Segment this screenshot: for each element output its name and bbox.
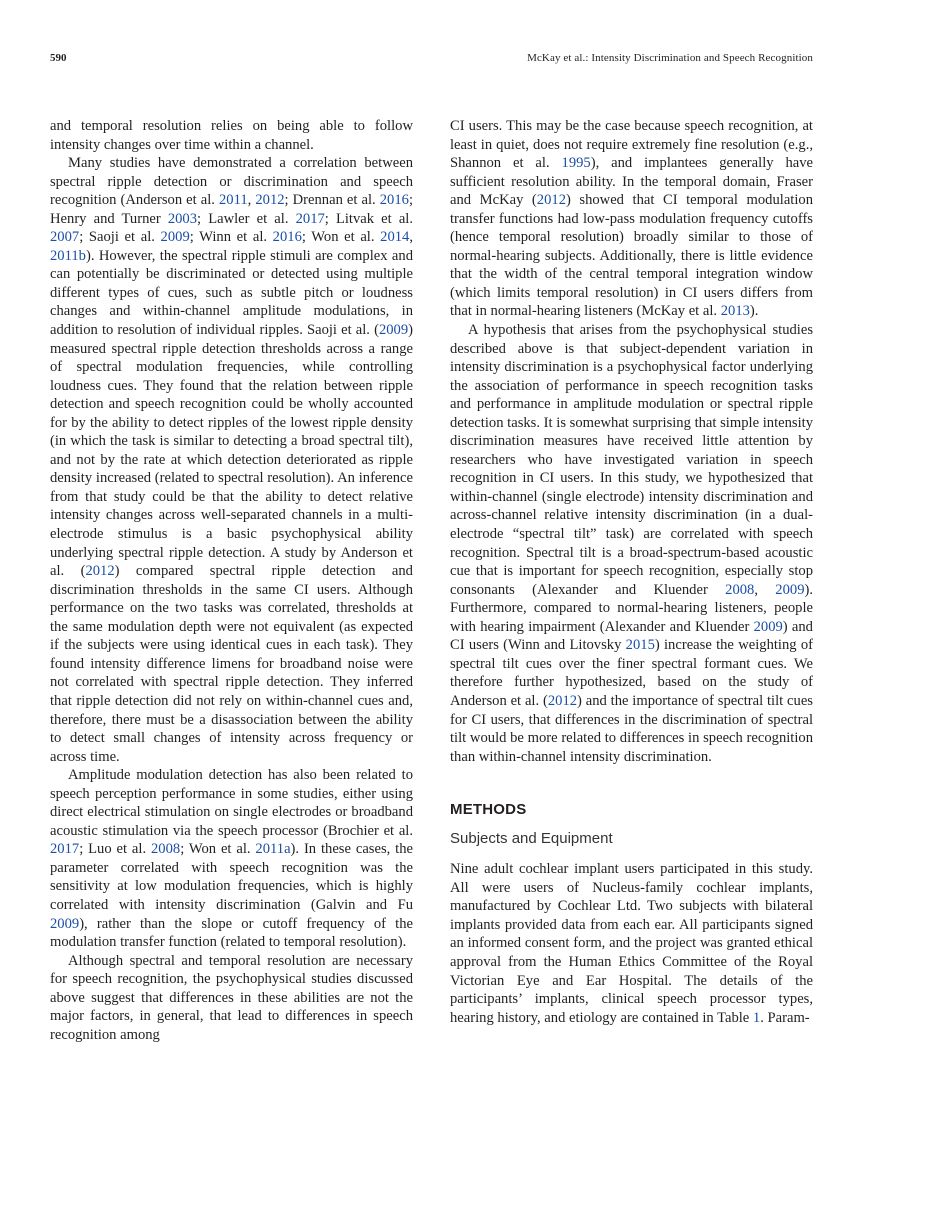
body-paragraph: Many studies have demonstrated a correlation between spectral ripple detection or discrimination and speech recognition (Anderson et al. 2011, 2012; Drennan et al. 2016; Henry and Turner 2003; Lawler et al. 2017; Litvak et al. 2007; Saoji et al. 2009; Winn et al. 2016; Won et al. 2014, 2011b). However, the spectral ripple stimuli are complex and can potentially be discriminated or detected using multiple different types of cues, such as subtle pitch or loudness changes and within-channel amplitude modulations, in addition to resolution of individual ripples. Saoji et al. (2009) measured spectral ripple detection thresholds across a range of spectral modulation frequencies, while controlling loudness cues. They found that the relation between ripple detection and speech recognition could be wholly accounted for by the ability to detect ripples of the lowest ripple density (in which the task is similar to detecting a broad spectral tilt), and not by the rate at which detection deteriorated as ripple density increased (related to spectral resolution). An inference from that study could be that the ability to detect relative intensity changes across well-separated channels in a multi-electrode stimulus is a basic psychophysical ability underlying spectral ripple detection. A study by Anderson et al. (2012) compared spectral ripple detection and discrimination thresholds in the same CI users. Although performance on the two tasks was correlated, thresholds at the same modulation depth were not equivalent (as expected if the subjects were using identical cues in each task). They found intensity difference limens for broadband noise were not correlated with spectral ripple detection. They inferred that ripple detection did not rely on within-channel cues and, therefore, there must be a disassociation between the ability to detect small changes of intensity across frequency or across time. bbox=[50, 155, 413, 765]
citation-link[interactable]: 2009 bbox=[50, 915, 80, 932]
citation-link[interactable]: 2003 bbox=[167, 210, 198, 227]
citation-link[interactable]: 2016 bbox=[272, 229, 302, 246]
right-column bbox=[450, 117, 813, 1027]
body-paragraph: and temporal resolution relies on being able to follow intensity changes over time within a channel. bbox=[50, 118, 413, 153]
citation-link[interactable]: 2009 bbox=[753, 618, 783, 635]
citation-link[interactable]: 2009 bbox=[160, 229, 190, 246]
citation-link[interactable]: 2016 bbox=[379, 192, 409, 209]
running-title: McKay et al.: Intensity Discrimination and Speech Recognition bbox=[527, 52, 813, 64]
citation-link[interactable]: 2007 bbox=[50, 229, 80, 246]
citation-link[interactable]: 2008 bbox=[725, 581, 755, 598]
citation-link[interactable]: 2009 bbox=[775, 581, 805, 598]
citation-link[interactable]: 2013 bbox=[720, 303, 750, 320]
citation-link[interactable]: 2011b bbox=[50, 247, 86, 264]
citation-link[interactable]: 2012 bbox=[85, 563, 115, 580]
citation-link[interactable]: 1 bbox=[752, 1009, 761, 1026]
body-paragraph: Although spectral and temporal resolution are necessary for speech recognition, the psychophysical studies discussed above suggest that differences in these abilities are not the major factors, in general, that lead to differences in speech recognition among bbox=[50, 952, 413, 1043]
methods-paragraph-container bbox=[450, 860, 813, 1027]
left-column bbox=[50, 117, 413, 1044]
citation-link[interactable]: 2011a bbox=[255, 841, 291, 858]
body-paragraph: CI users. This may be the case because speech recognition, at least in quiet, does not require extremely fine resolution (e.g., Shannon et al. 1995), and implantees generally have sufficient resolution ability. In the temporal domain, Fraser and McKay (2012) showed that CI temporal modulation transfer functions had low-pass modulation frequency cutoffs (hence temporal resolution) broadly similar to those of normal-hearing subjects. Additionally, there is little evidence that the width of the central temporal integration window (which limits temporal resolution) in CI users differs from that in normal-hearing listeners (McKay et al. 2013). bbox=[450, 118, 813, 320]
citation-link[interactable]: 2012 bbox=[255, 192, 285, 209]
methods-paragraph: Nine adult cochlear implant users participated in this study. All were users of Nucleus-family cochlear implants, manufactured by Cochlear Ltd. Two subjects with bilateral implants provided data from each ear. All participants signed an informed consent form, and the project was granted ethical approval from the Human Ethics Committee of the Royal Victorian Eye and Ear Hospital. The details of the participants’ implants, clinical speech processor types, hearing history, and etiology are contained in Table 1. Param- bbox=[450, 861, 813, 1026]
citation-link[interactable]: 1995 bbox=[561, 155, 591, 172]
citation-link[interactable]: 2017 bbox=[295, 210, 325, 227]
body-paragraph: Amplitude modulation detection has also been related to speech perception performance in some studies, either using direct electrical stimulation on single electrodes or broadband acoustic stimulation via the speech processor (Brochier et al. 2017; Luo et al. 2008; Won et al. 2011a). In these cases, the parameter correlated with speech recognition was the sensitivity at low modulation frequencies, which is highly correlated with intensity discrimination (Galvin and Fu 2009), rather than the slope or cutoff frequency of the modulation transfer function (related to temporal resolution). bbox=[50, 767, 413, 951]
page-number: 590 bbox=[50, 52, 67, 64]
body-paragraph: A hypothesis that arises from the psychophysical studies described above is that subject-dependent variation in intensity discrimination is a psychophysical factor underlying the association of performance in speech recognition tasks and performance in amplitude modulation or spectral ripple detection tasks. It is somewhat surprising that simple intensity discrimination measures have received little attention by researchers who have investigated variation in speech recognition in CI users. In this study, we hypothesized that within-channel (single electrode) intensity discrimination and across-channel relative intensity discrimination (in a dual-electrode “spectral tilt” task) are correlated with speech recognition. Spectral tilt is a broad-spectrum-based acoustic cue that is important for speech recognition, especially stop consonants (Alexander and Kluender 2008, 2009). Furthermore, compared to normal-hearing listeners, people with hearing impairment (Alexander and Kluender 2009) and CI users (Winn and Litovsky 2015) increase the weighting of spectral tilt cues over the finer spectral formant cues. We therefore further hypothesized, based on the study of Anderson et al. (2012) and the importance of spectral tilt cues for CI users, that differences in the discrimination of spectral tilt would be more related to differences in speech recognition than within-channel intensity discrimination. bbox=[450, 322, 814, 765]
citation-link[interactable]: 2015 bbox=[625, 637, 655, 654]
right-column-paragraphs bbox=[450, 117, 813, 766]
citation-link[interactable]: 2014 bbox=[380, 229, 410, 246]
citation-link[interactable]: 2008 bbox=[151, 841, 181, 858]
citation-link[interactable]: 2009 bbox=[378, 322, 409, 339]
methods-heading: METHODS bbox=[450, 801, 527, 819]
citation-link[interactable]: 2012 bbox=[547, 692, 578, 709]
citation-link[interactable]: 2011 bbox=[218, 192, 248, 209]
citation-link[interactable]: 2017 bbox=[50, 841, 80, 858]
citation-link[interactable]: 2012 bbox=[536, 192, 566, 209]
subjects-equipment-heading: Subjects and Equipment bbox=[450, 829, 613, 847]
